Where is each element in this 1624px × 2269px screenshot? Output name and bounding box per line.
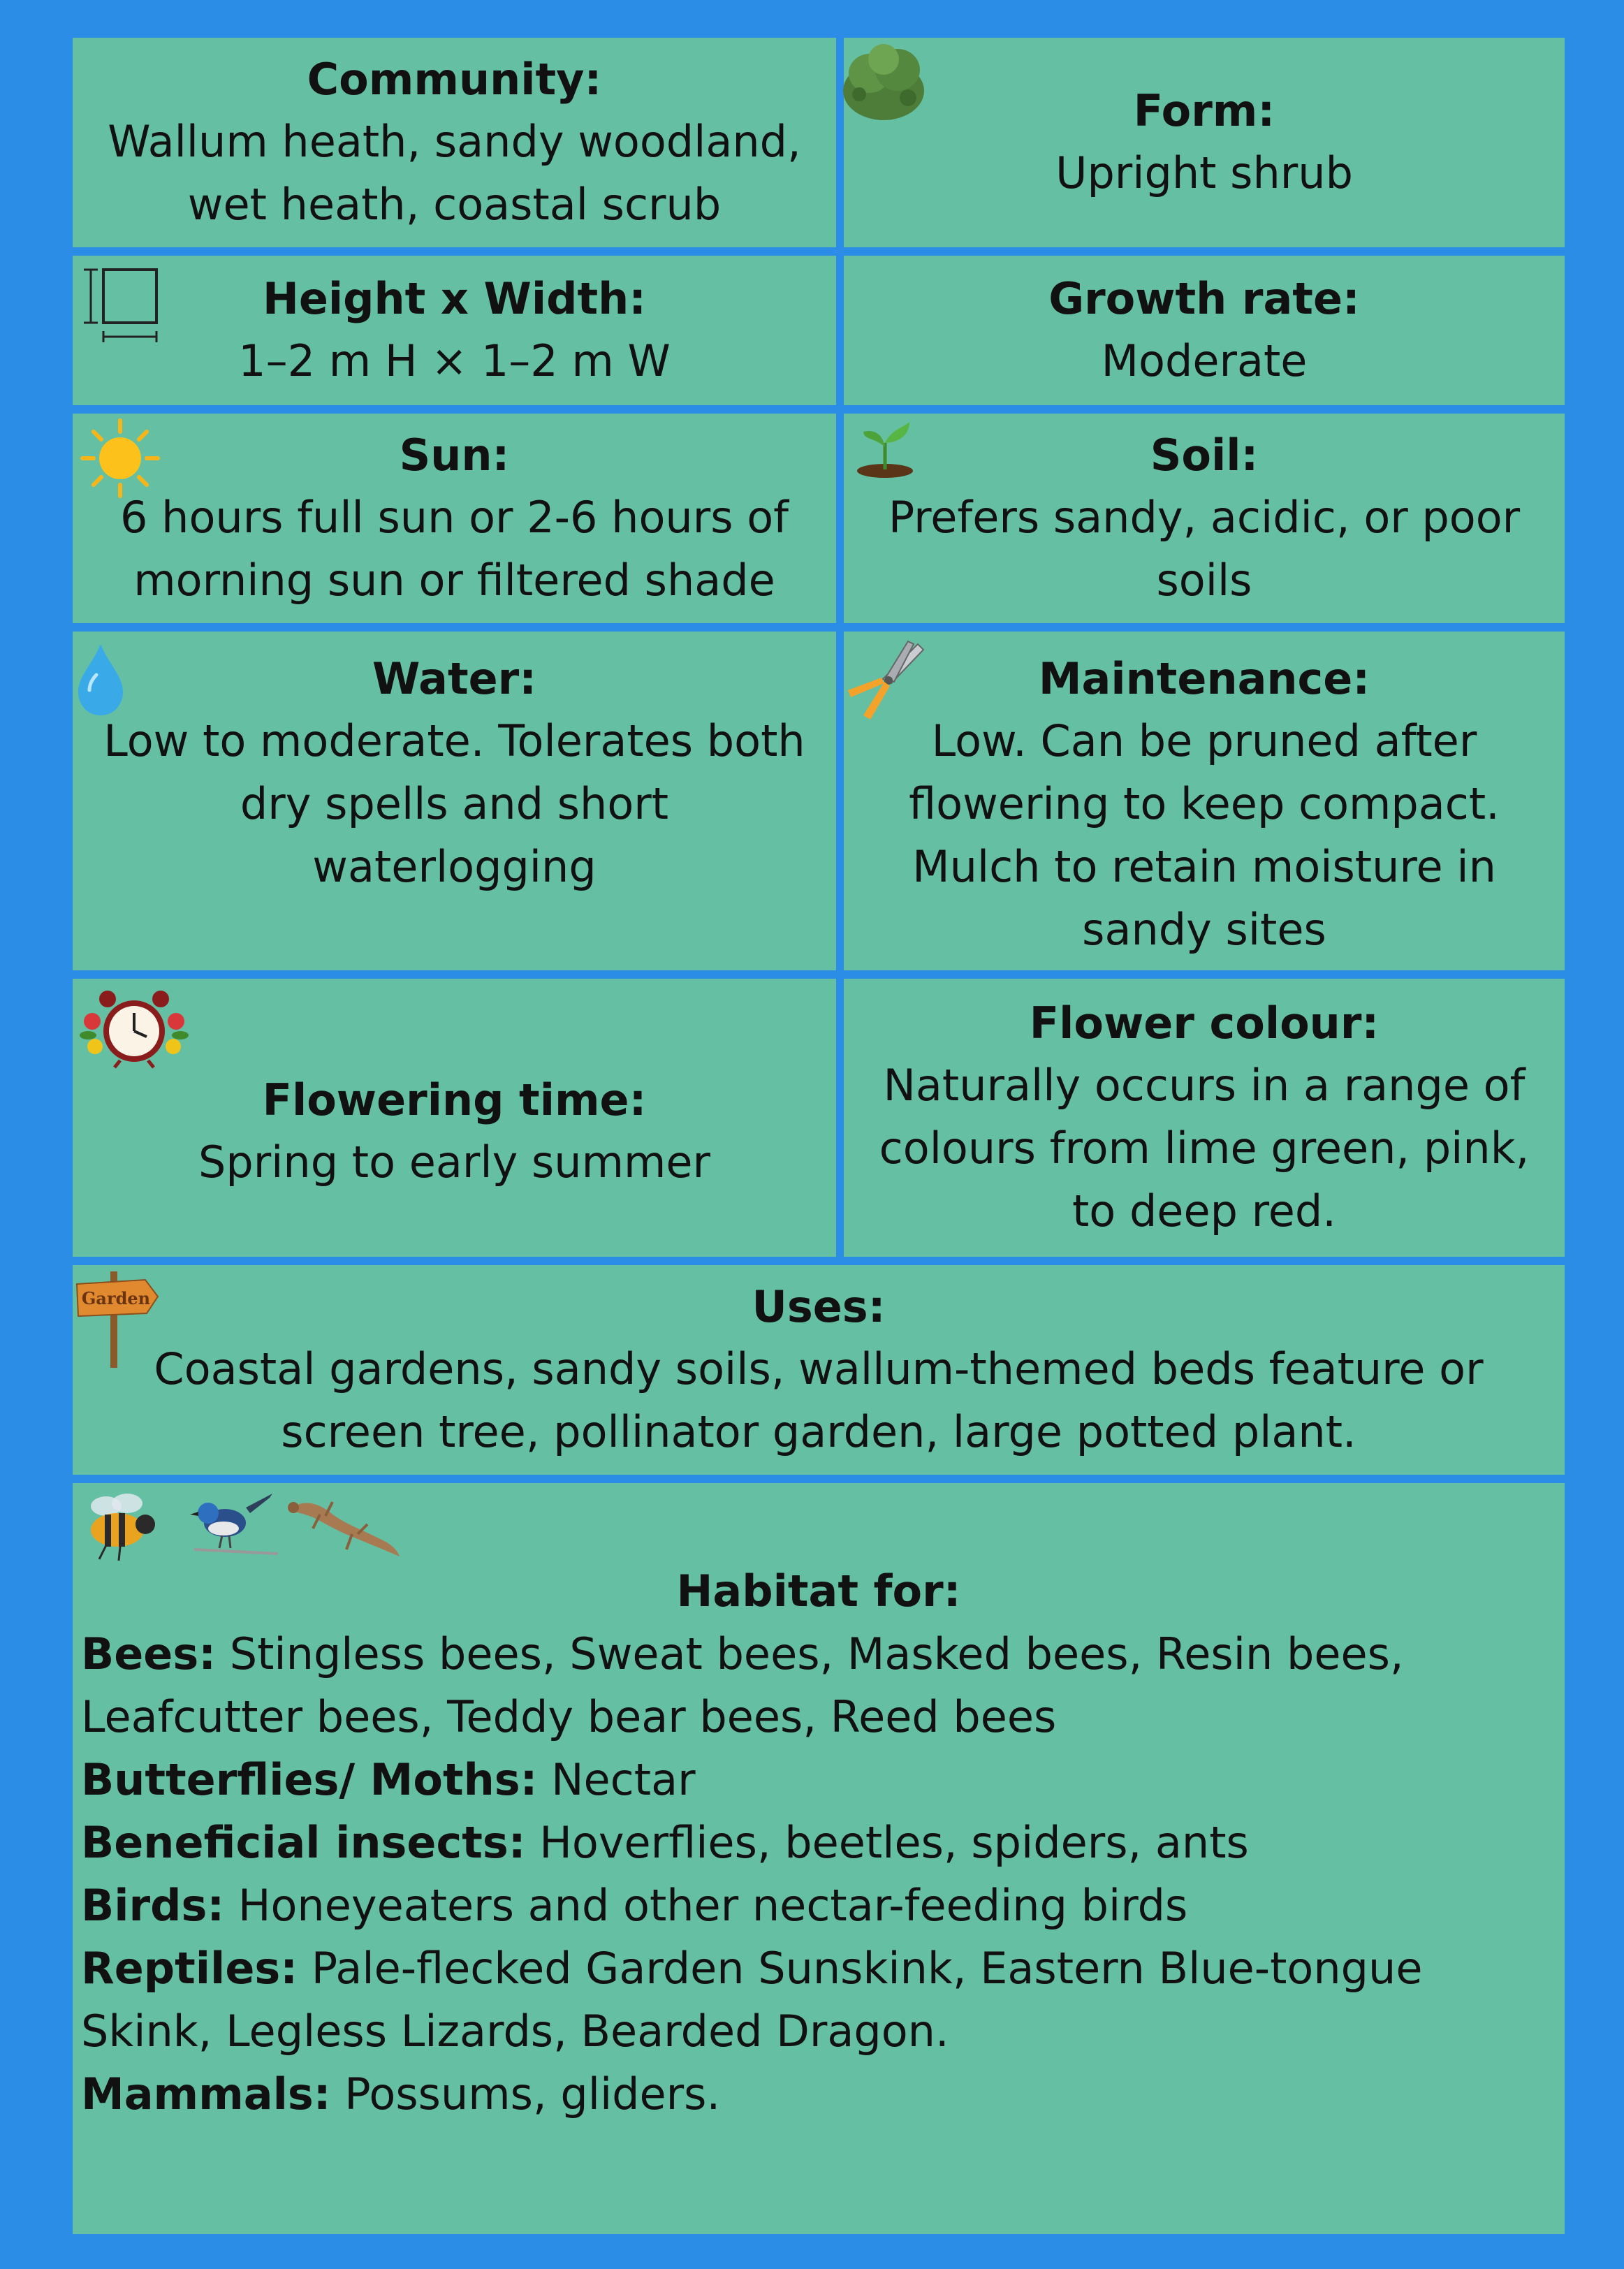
lizard-icon (282, 1492, 401, 1559)
form-cell (844, 38, 1565, 247)
secateurs-icon (841, 637, 932, 728)
maintenance-line-2: flowering to keep compact. (909, 778, 1500, 829)
sun-label: Sun: (399, 430, 510, 481)
community-line-2: wet heath, coastal scrub (187, 179, 722, 230)
maintenance-label: Maintenance: (1038, 653, 1370, 704)
wren-icon (187, 1492, 278, 1562)
growth-label: Growth rate: (1048, 273, 1360, 324)
habitat-list (81, 1623, 1548, 2126)
seedling-icon (854, 416, 916, 479)
uses-line-2: screen tree, pollinator garden, large potted plant. (281, 1406, 1356, 1457)
habitat-label: Habitat for: (676, 1566, 961, 1617)
flower-colour-cell (844, 979, 1565, 1257)
water-line-1: Low to moderate. Tolerates both (103, 715, 805, 766)
soil-line-2: soils (1156, 555, 1252, 606)
habitat-line-reptiles-cont (81, 2000, 1548, 2063)
habitat-line-text: Honeyeaters and other nectar-feeding birds (224, 1880, 1188, 1931)
habitat-line-bold: Beneficial insects: (81, 1817, 526, 1868)
habitat-line-bold: Birds: (81, 1880, 225, 1931)
habitat-line-text: Skink, Legless Lizards, Bearded Dragon. (81, 2006, 949, 2057)
shrub-icon (838, 35, 929, 126)
habitat-line-text: Stingless bees, Sweat bees, Masked bees, Resin bees, (216, 1628, 1404, 1679)
habitat-line-bees (81, 1623, 1548, 1686)
habitat-line-bold: Reptiles: (81, 1943, 298, 1994)
habitat-line-text: Hoverflies, beetles, spiders, ants (525, 1817, 1249, 1868)
growth-value: Moderate (1101, 335, 1308, 386)
uses-line-1: Coastal gardens, sandy soils, wallum-themed beds feature or (154, 1343, 1484, 1394)
habitat-line-text: Possums, gliders. (330, 2069, 721, 2120)
sun-line-2: morning sun or filtered shade (133, 555, 775, 606)
maintenance-line-3: Mulch to retain moisture in (912, 841, 1496, 892)
sign-label: Garden (81, 1288, 151, 1308)
maintenance-line-1: Low. Can be pruned after (931, 715, 1477, 766)
water-line-2: dry spells and short (240, 778, 669, 829)
alarm-clock-flowers-icon (78, 986, 190, 1070)
habitat-line-bold: Butterflies/ Moths: (81, 1754, 538, 1805)
flower-colour-label: Flower colour: (1029, 998, 1380, 1049)
community-cell (73, 38, 836, 247)
soil-line-1: Prefers sandy, acidic, or poor (888, 492, 1521, 543)
habitat-cell (73, 1483, 1565, 2234)
soil-label: Soil: (1150, 430, 1259, 481)
community-label: Community: (307, 54, 602, 105)
sun-line-1: 6 hours full sun or 2-6 hours of (120, 492, 789, 543)
habitat-line-mammals (81, 2063, 1548, 2126)
water-drop-icon (73, 641, 129, 718)
water-label: Water: (372, 653, 537, 704)
size-value: 1–2 m H × 1–2 m W (238, 335, 671, 386)
habitat-line-text: Nectar (537, 1754, 696, 1805)
habitat-line-insects (81, 1811, 1548, 1874)
flower-colour-line-1: Naturally occurs in a range of (883, 1060, 1526, 1111)
flower-colour-line-2: colours from lime green, pink, (879, 1123, 1530, 1174)
uses-label: Uses: (752, 1281, 886, 1332)
soil-cell (844, 414, 1565, 623)
water-cell (73, 632, 836, 970)
size-cell (73, 256, 836, 405)
garden-sign-icon (75, 1271, 159, 1369)
form-value: Upright shrub (1055, 147, 1353, 198)
habitat-line-bees-cont (81, 1686, 1548, 1749)
maintenance-cell (844, 632, 1565, 970)
water-line-3: waterlogging (312, 841, 597, 892)
habitat-line-butterflies (81, 1749, 1548, 1811)
habitat-line-bold: Bees: (81, 1628, 217, 1679)
sun-cell (73, 414, 836, 623)
form-label: Form: (1133, 85, 1275, 136)
sun-icon (78, 416, 162, 500)
uses-cell (73, 1265, 1565, 1475)
habitat-line-bold: Mammals: (81, 2069, 331, 2120)
flowering-value: Spring to early summer (198, 1137, 710, 1188)
bee-icon (78, 1487, 162, 1563)
size-label: Height x Width: (262, 273, 647, 324)
flower-colour-line-3: to deep red. (1072, 1185, 1336, 1236)
flowering-label: Flowering time: (262, 1074, 647, 1125)
habitat-line-birds (81, 1874, 1548, 1937)
dimensions-icon (78, 264, 169, 348)
maintenance-line-4: sandy sites (1082, 904, 1326, 955)
habitat-line-text: Leafcutter bees, Teddy bear bees, Reed bees (81, 1691, 1057, 1742)
habitat-line-text: Pale-flecked Garden Sunskink, Eastern Blue-tongue (298, 1943, 1423, 1994)
community-line-1: Wallum heath, sandy woodland, (108, 116, 801, 167)
growth-cell (844, 256, 1565, 405)
habitat-line-reptiles (81, 1937, 1548, 2000)
